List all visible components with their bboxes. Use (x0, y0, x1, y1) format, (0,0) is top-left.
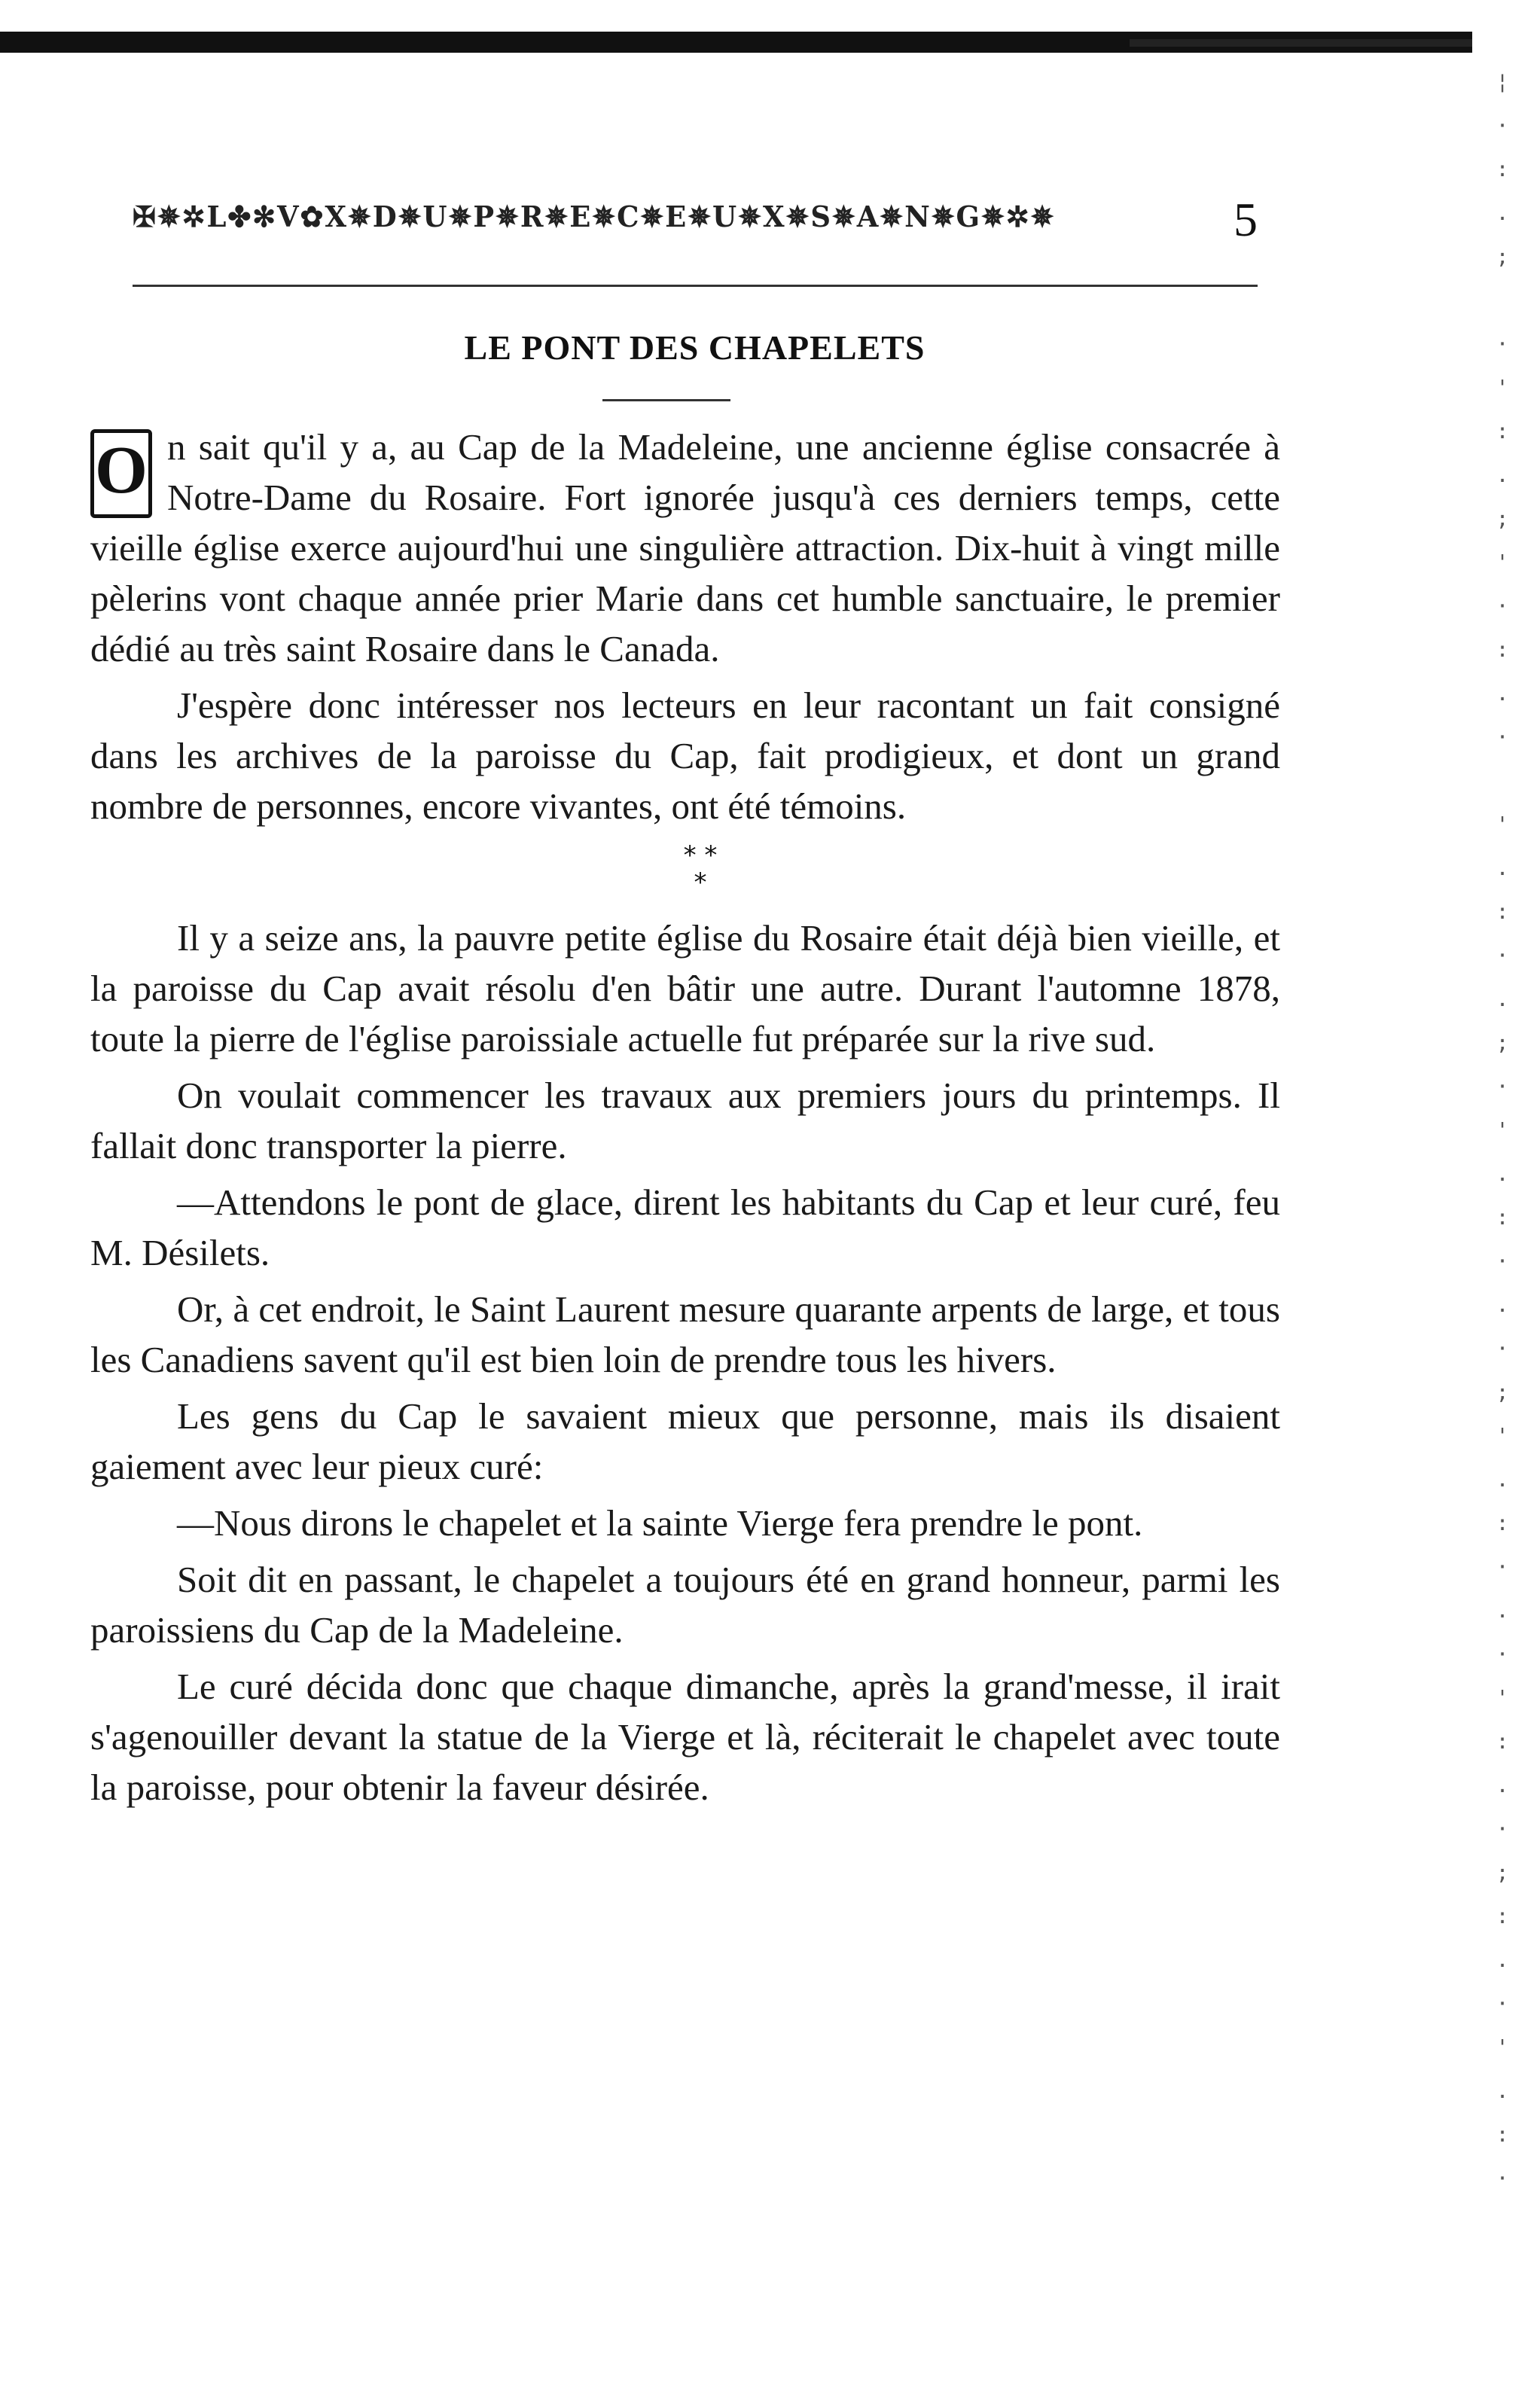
section-asterism: * * * (683, 840, 718, 898)
running-head-ornament: ✠✵✲L✤✻V✿X✵D✵U✵P✵R✵E✵C✵E✵U✵X✵S✵A✵N✵G✵✲✵ (133, 200, 1056, 233)
body-text (90, 422, 1280, 1812)
paragraph-3: Il y a seize ans, la pauvre petite église du Rosaire était déjà bien vieille, et la paroisse du Cap avait résolu d'en bâtir une autre. Durant l'automne 1878, toute la pierre de l'église paroissiale actuelle fut préparée sur la rive sud. (90, 917, 1280, 1059)
paragraph-1 (90, 422, 1280, 674)
top-scan-border-tail (1130, 39, 1472, 47)
drop-cap: O (90, 429, 152, 518)
paragraph-7: Les gens du Cap le savaient mieux que personne, mais ils disaient gaiement avec leur pieux curé: (90, 1395, 1280, 1487)
paragraph-6: Or, à cet endroit, le Saint Laurent mesure quarante arpents de large, et tous les Canadiens savent qu'il est bien loin de prendre tous les hivers. (90, 1288, 1280, 1380)
paragraph-9: Soit dit en passant, le chapelet a toujours été en grand honneur, parmi les paroissiens du Cap de la Madeleine. (90, 1559, 1280, 1651)
title-rule (602, 399, 730, 401)
paragraph-1-text: n sait qu'il y a, au Cap de la Madeleine, une ancienne église consacrée à Notre-Dame du Rosaire. Fort ignorée jusqu'à ces derniers temps, cette vieille église exerce aujourd'hui une singulière attraction. Dix-huit à vingt mille pèlerins vont chaque année prier Marie dans cet humble sanctuaire, le premier dédié au très saint Rosaire dans le Canada. (90, 426, 1280, 669)
paragraph-2: J'espère donc intéresser nos lecteurs en leur racontant un fait consigné dans les archives de la paroisse du Cap, fait prodigieux, et dont un grand nombre de personnes, encore vivantes, ont été témoins. (90, 684, 1280, 827)
paragraph-8: —Nous dirons le chapelet et la sainte Vierge fera prendre le pont. (177, 1502, 1143, 1544)
page-number: 5 (1234, 193, 1258, 246)
header-rule (133, 285, 1258, 287)
page-edge-marks: ¦ · : . ; · ' : . ; ' · : . · ' . : · . ; · ' . : · . · ; ' . : · . · ' : . · ; : . · ' . : · (1496, 69, 1509, 2190)
paragraph-5: —Attendons le pont de glace, dirent les habitants du Cap et leur curé, feu M. Désilets. (90, 1181, 1280, 1273)
paragraph-10: Le curé décida donc que chaque dimanche, après la grand'messe, il irait s'agenouiller devant la statue de la Vierge et là, réciterait le chapelet avec toute la paroisse, pour obtenir la faveur désirée. (90, 1666, 1280, 1808)
chapter-title: LE PONT DES CHAPELETS (464, 328, 926, 367)
paragraph-4: On voulait commencer les travaux aux premiers jours du printemps. Il fallait donc transporter la pierre. (90, 1075, 1280, 1166)
running-head (133, 192, 1258, 252)
